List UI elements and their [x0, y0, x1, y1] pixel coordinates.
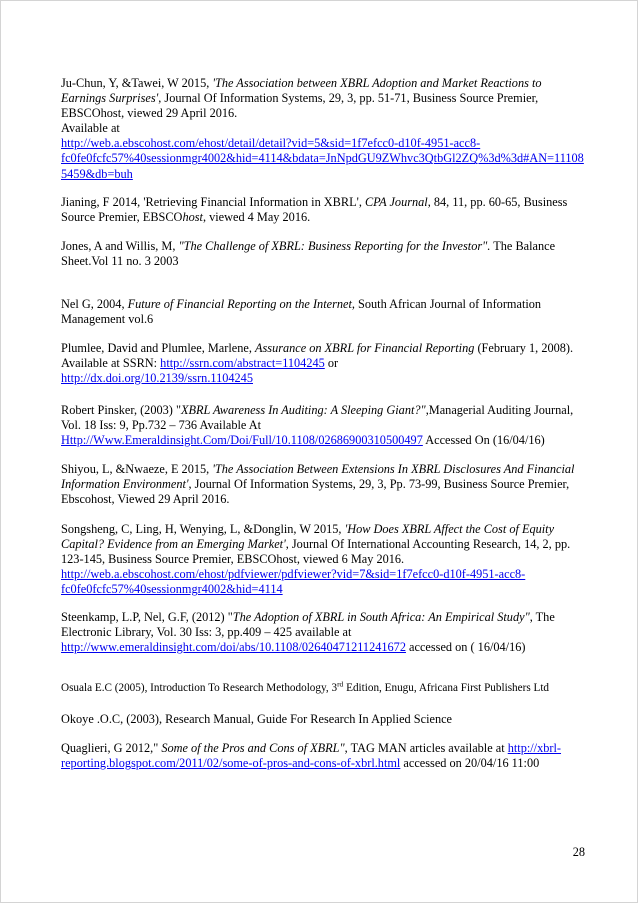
reference-text: Jones, A and Willis, M,: [61, 239, 179, 253]
reference-entry: [61, 76, 586, 182]
reference-text: , TAG MAN articles available at: [344, 741, 508, 755]
reference-title-italic: Assurance on XBRL for Financial Reporting: [254, 341, 475, 355]
reference-title-italic: XBRL Awareness In Auditing: A Sleeping Giant?": [180, 403, 426, 417]
reference-entry: [61, 462, 586, 507]
reference-link[interactable]: Http://Www.Emeraldinsight.Com/Doi/Full/10.1108/02686900310500497: [61, 433, 423, 448]
reference-title-italic: The Adoption of XBRL in South Africa: An Empirical Study": [232, 610, 530, 624]
reference-text: Quaglieri, G 2012,": [61, 741, 162, 755]
reference-entry: [61, 522, 586, 597]
reference-text: Plumlee, David and Plumlee, Marlene,: [61, 341, 255, 355]
reference-text: Nel G, 2004,: [61, 297, 128, 311]
reference-link[interactable]: http://www.emeraldinsight.com/doi/abs/10.1108/02640471211241672: [61, 640, 406, 655]
reference-text: The Balance Sheet.Vol 11 no. 3 2003: [61, 239, 556, 269]
reference-text: Shiyou, L, &Nwaeze, E 2015,: [61, 462, 213, 476]
reference-text: Okoye .O.C, (2003), Research Manual, Guide For Research In Applied Science: [61, 712, 453, 726]
reference-text: Available at: [61, 121, 120, 136]
reference-text: Steenkamp, L.P, Nel, G.F, (2012) ": [61, 610, 233, 624]
reference-text: accessed on 20/04/16 11:00: [400, 756, 540, 771]
reference-link[interactable]: http://ssrn.com/abstract=1104245: [160, 356, 325, 371]
reference-text: Osuala E.C (2005), Introduction To Research Methodology, 3: [61, 682, 338, 694]
reference-text: Edition, Enugu, Africana First Publishers Ltd: [343, 682, 550, 694]
reference-title-italic: 'The Association Between Extensions In XBRL Disclosures And Financial Information Environment': [61, 462, 575, 492]
reference-text: , The Electronic Library, Vol. 30 Iss: 3, pp.409 – 425 available at: [61, 610, 555, 640]
reference-title-italic: host: [182, 210, 203, 225]
reference-text: accessed on ( 16/04/16): [405, 640, 526, 655]
reference-entry: [61, 341, 586, 386]
reference-text: or: [324, 356, 339, 371]
reference-entry: [61, 297, 586, 327]
reference-entry: [61, 403, 586, 448]
reference-text: (February 1, 2008). Available at SSRN:: [61, 341, 574, 371]
page-number: 28: [572, 845, 585, 859]
reference-text: Accessed On (16/04/16): [422, 433, 545, 448]
reference-text: , viewed 4 May 2016.: [202, 210, 311, 225]
reference-entry: [61, 195, 586, 225]
reference-title-italic: 'The Association between XBRL Adoption and Market Reactions to Earnings Surprises': [61, 76, 542, 106]
reference-title-italic: "The Challenge of XBRL: Business Reporting for the Investor".: [178, 239, 491, 253]
reference-text: , Journal Of Information Systems, 29, 3, Pp. 73-99, Business Source Premier, Ebscohost, Viewed 29 April 2016.: [61, 477, 570, 507]
reference-title-italic: CPA Journal: [364, 195, 428, 209]
reference-text: , Journal Of International Accounting Research, 14, 2, pp. 123-145, Business Source Premier, EBSCOhost, viewed 6 May 2016.: [61, 537, 571, 567]
reference-link[interactable]: http://dx.doi.org/10.2139/ssrn.1104245: [61, 371, 253, 386]
superscript-text: rd: [337, 679, 344, 689]
reference-text: , Journal Of Information Systems, 29, 3, pp. 51-71, Business Source Premier, EBSCOhost, viewed 29 April 2016.: [61, 91, 539, 121]
reference-text: Jianing, F 2014, 'Retrieving Financial Information in XBRL',: [61, 195, 365, 209]
reference-title-italic: Some of the Pros and Cons of XBRL": [161, 741, 345, 755]
reference-entry: [61, 681, 586, 696]
reference-text: South African Journal of Information Management vol.6: [61, 297, 542, 327]
reference-entry: [61, 741, 586, 771]
reference-title-italic: 'How Does XBRL Affect the Cost of Equity Capital? Evidence from an Emerging Market': [61, 522, 555, 552]
reference-text: ,Managerial Auditing Journal, Vol. 18 Iss: 9, Pp.732 – 736 Available At: [61, 403, 574, 433]
reference-text: , 84, 11, pp. 60-65, Business Source Premier, EBSCO: [61, 195, 568, 225]
reference-entry: [61, 610, 586, 655]
reference-text: Ju-Chun, Y, &Tawei, W 2015,: [61, 76, 213, 90]
reference-title-italic: Future of Financial Reporting on the Internet,: [127, 297, 355, 311]
reference-text: Songsheng, C, Ling, H, Wenying, L, &Donglin, W 2015,: [61, 522, 345, 536]
reference-link[interactable]: http://xbrl-reporting.blogspot.com/2011/02/some-of-pros-and-cons-of-xbrl.html: [61, 741, 562, 771]
reference-link[interactable]: http://web.a.ebscohost.com/ehost/detail/detail?vid=5&sid=1f7efcc0-d10f-4951-acc8-fc0fe0fcfc57%40sessionmgr4002&hid=4114&bdata=JnNpdGU9ZWhvc3QtbGl2ZQ%3d%3d#AN=111085459&db=buh: [61, 136, 584, 181]
reference-entry: [61, 239, 586, 269]
reference-entry: [61, 712, 586, 727]
reference-text: Robert Pinsker, (2003) ": [61, 403, 181, 417]
reference-link[interactable]: http://web.a.ebscohost.com/ehost/pdfviewer/pdfviewer?vid=7&sid=1f7efcc0-d10f-4951-acc8-fc0fe0fcfc57%40sessionmgr4002&hid=4114: [61, 567, 526, 597]
